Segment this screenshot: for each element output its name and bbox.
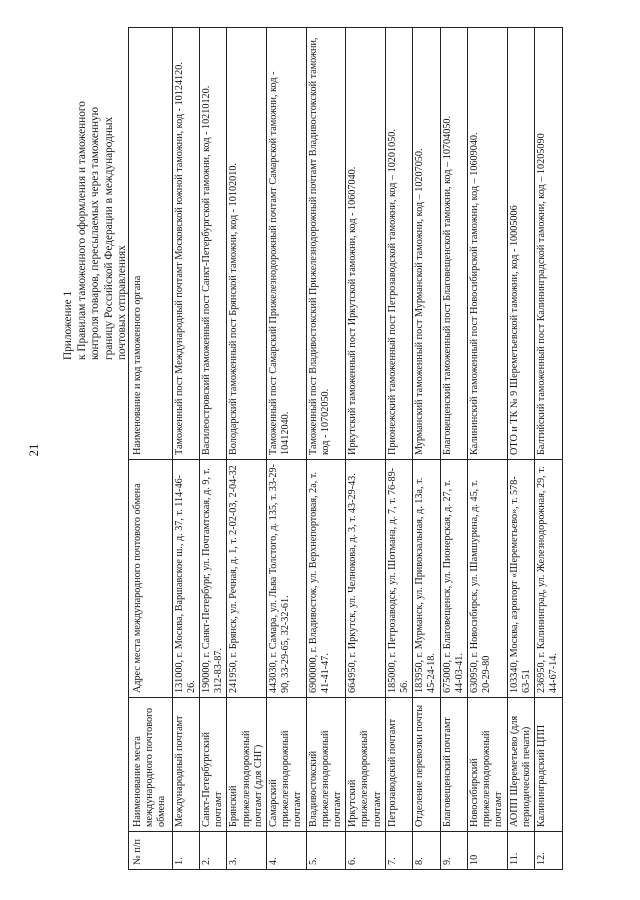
table-row — [507, 28, 534, 870]
exchange-place-address: 241950, г. Брянск, ул. Речная, д. 1, т. 2-02-03, 2-04-32 — [227, 460, 267, 698]
table-row — [440, 28, 467, 870]
exchange-place-name: Новосибирский прижелезнодорожный почтамт — [468, 698, 508, 832]
table-row — [172, 28, 199, 870]
exchange-place-name: Санкт-Петербургский почтамт — [200, 698, 227, 832]
exchange-place-address: 103340, Москва, аэропорт «Шереметьево», т. 578-63-51 — [507, 460, 534, 698]
table-row — [346, 28, 386, 870]
exchange-place-address: 190000, г. Санкт-Петербург, ул. Почтамтская, д. 9, т. 312-83-87. — [200, 460, 227, 698]
row-number: 9. — [440, 832, 467, 870]
exchange-place-address: 664950, г. Иркутск, ул. Челнокова, д. 3, т. 43-29-43. — [346, 460, 386, 698]
customs-office: Василеостровский таможенный пост Санкт-Петербургской таможни, код - 10210120. — [200, 28, 227, 460]
exchange-place-name: Иркутский прижелезнодорожный почтамт — [346, 698, 386, 832]
customs-office: Балтийский таможенный пост Калининградской таможни, код – 10205090 — [535, 28, 562, 460]
exchange-place-address: 675000, г. Благовещенск, ул. Пионерская, д. 27, т. 44-03-41. — [440, 460, 467, 698]
row-number: 1. — [172, 832, 199, 870]
header-number: № п/п — [129, 832, 173, 870]
table-row — [535, 28, 562, 870]
appendix-line: контроля товаров, пересылаемых через таможенную — [89, 106, 102, 360]
exchange-place-name: Петрозаводский почтамт — [385, 698, 412, 832]
customs-office: Таможенный пост Самарский Прижелезнодорожный почтамт Самарской таможни, код - 10412040. — [267, 28, 307, 460]
row-number: 7. — [385, 832, 412, 870]
customs-office: Иркутский таможенный пост Иркутской таможни, код - 10607040. — [346, 28, 386, 460]
table-row — [468, 28, 508, 870]
header-exchange-place: Наименование места международного почтового обмена — [129, 698, 173, 832]
customs-office: Калининский таможенный пост Новосибирской таможни, код – 10609040. — [468, 28, 508, 460]
table-row — [413, 28, 440, 870]
customs-office: ОТО и ТК № 9 Шереметьевской таможни, код - 10005006 — [507, 28, 534, 460]
appendix-header — [62, 30, 130, 360]
customs-office: Мурманский таможенный пост Мурманской таможни, код – 10207050. — [413, 28, 440, 460]
row-number: 4. — [267, 832, 307, 870]
exchange-place-address: 236950, г. Калининград, ул. Железнодорожная, 29, т. 44-67-14. — [535, 460, 562, 698]
customs-offices-table — [128, 27, 563, 870]
table-header-row — [129, 28, 173, 870]
table-row — [267, 28, 307, 870]
appendix-line: к Правилам таможенного оформления и таможенного — [75, 101, 88, 360]
exchange-place-address: 183950, г. Мурманск, ул. Привокзальная, д. 13а, т. 45-24-18. — [413, 460, 440, 698]
exchange-place-address: 6900000, г. Владивосток, ул. Верхнепортовая, 2а, т. 41-41-47. — [306, 460, 346, 698]
row-number: 6. — [346, 832, 386, 870]
exchange-place-name: Брянский прижелезнодорожный почтамт (для СНГ) — [227, 698, 267, 832]
row-number: 2. — [200, 832, 227, 870]
customs-office: Благовещенский таможенный пост Благовещенской таможни, код – 10704050. — [440, 28, 467, 460]
exchange-place-name: Самарский прижелезнодорожный почтамт — [267, 698, 307, 832]
header-address: Адрес места международного почтового обмена — [129, 460, 173, 698]
row-number: 10 — [468, 832, 508, 870]
customs-office: Прионежский таможенный пост Петрозаводской таможни, код – 10201050. — [385, 28, 412, 460]
row-number: 3. — [227, 832, 267, 870]
table-row — [200, 28, 227, 870]
appendix-title: Приложение 1 — [62, 290, 74, 360]
exchange-place-address: 443030, г. Самара, ул. Льва Толстого, д. 135, т. 33-29-90, 33-29-65, 32-32-61. — [267, 460, 307, 698]
customs-office: Володарский таможенный пост Брянской таможни, код - 10102010. — [227, 28, 267, 460]
appendix-line: почтовых отправлениях — [116, 245, 129, 360]
exchange-place-name: Отделение перевозки почты — [413, 698, 440, 832]
customs-office: Таможенный пост Международный почтамт Московской южной таможни, код - 10124120. — [172, 28, 199, 460]
customs-office: Таможенный пост Владивостокский Прижелезнодорожный почтамт Владивостокской таможни, код - 10702050. — [306, 28, 346, 460]
exchange-place-address: 131000, г. Москва, Варшавское ш., д. 37, т. 114-46-26. — [172, 460, 199, 698]
table-row — [227, 28, 267, 870]
exchange-place-name: Благовещенский почтамт — [440, 698, 467, 832]
row-number: 12. — [535, 832, 562, 870]
row-number: 5. — [306, 832, 346, 870]
row-number: 8. — [413, 832, 440, 870]
exchange-place-name: АОПП Шереметьево (для периодической печати) — [507, 698, 534, 832]
exchange-place-name: Международный почтамт — [172, 698, 199, 832]
page-number: 21 — [26, 443, 41, 457]
exchange-place-address: 630950, г. Новосибирск, ул. Шамшурина, д. 45, т. 20-29-80 — [468, 460, 508, 698]
header-customs-office: Наименование и код таможенного органа — [129, 28, 173, 460]
exchange-place-name: Владивостокский прижелезнодорожный почтамт — [306, 698, 346, 832]
table-row — [306, 28, 346, 870]
exchange-place-address: 185000, г. Петрозаводск, ул. Шотмана, д. 7, т. 76-89-56. — [385, 460, 412, 698]
row-number: 11. — [507, 832, 534, 870]
appendix-line: границу Российской Федерации в международных — [102, 116, 115, 360]
exchange-place-name: Калининградский ЦПП — [535, 698, 562, 832]
table-row — [385, 28, 412, 870]
